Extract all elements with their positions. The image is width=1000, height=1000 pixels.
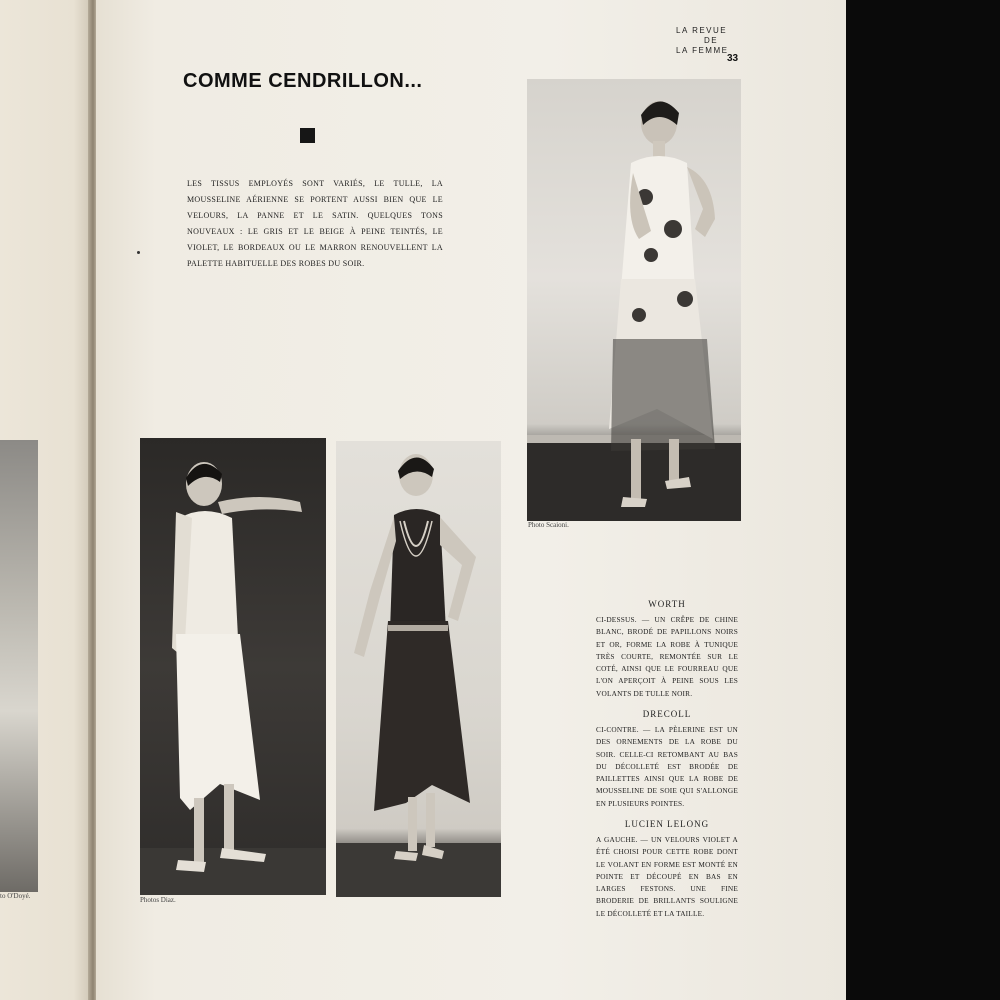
- ornament-square: [300, 128, 315, 143]
- photo-credit-diaz: Photos Diaz.: [140, 896, 176, 904]
- masthead-line-1: LA REVUE: [676, 26, 728, 35]
- ornament-dot: [137, 251, 140, 254]
- photo-drecoll-dress: [336, 441, 501, 897]
- background-edge: [846, 0, 1000, 1000]
- masthead-line-2: DE: [704, 36, 719, 45]
- photo-lelong-dress: [140, 438, 326, 895]
- photo-worth-dress: [527, 79, 741, 521]
- masthead: [676, 26, 746, 56]
- caption-lelong-text: A GAUCHE. — UN VELOURS VIOLET A ÉTÉ CHOISI POUR CETTE ROBE DONT LE VOLANT EN FORME EST MONTÉ EN POINTE ET DÉCOUPÉ EN BAS EN LARGES FESTONS. UNE FINE BRODERIE DE BRILLANTS SOULIGNE LE DÉCOLLETÉ ET LA TAILLE.: [596, 835, 738, 918]
- caption-worth-text: CI-DESSUS. — UN CRÊPE DE CHINE BLANC, BRODÉ DE PAPILLONS NOIRS ET OR, FORME LA ROBE À TUNIQUE TRÈS COURTE, REMONTÉE SUR LE COTÉ, AINSI QUE LE FOURREAU QUE L'ON APERÇOIT À PEINE SOUS LES VOLANTS DE TULLE NOIR.: [596, 615, 738, 698]
- article-title: COMME CENDRILLON...: [183, 70, 423, 92]
- left-page-photo-credit: to O'Doyé.: [0, 892, 31, 900]
- article-intro: LES TISSUS EMPLOYÉS SONT VARIÉS, LE TULLE, LA MOUSSELINE AÉRIENNE SE PORTENT AUSSI BIEN QUE LE VELOURS, LA PANNE ET LE SATIN. QUELQUES TONS NOUVEAUX : LE GRIS ET LE BEIGE À PEINE TEINTÉS, LE VIOLET, LE BORDEAUX OU LE MARRON RENOUVELLENT LA PALETTE HABITUELLE DES ROBES DU SOIR.: [187, 179, 443, 268]
- caption-drecoll-text: CI-CONTRE. — LA PÈLERINE EST UN DES ORNEMENTS DE LA ROBE DU SOIR. CELLE-CI RETOMBANT AU BAS DU DÉCOLLETÉ EST BRODÉE DE PAILLETTES AINSI QUE LA ROBE DE MOUSSELINE DE SOIE QUI S'ALLONGE EN PLUSIEURS POINTES.: [596, 725, 738, 808]
- photo-credit-scaioni: Photo Scaioni.: [528, 521, 569, 529]
- page-number: 33: [727, 53, 739, 64]
- caption-drecoll-heading: DRECOLL: [642, 709, 692, 719]
- masthead-line-3: LA FEMME: [676, 46, 729, 55]
- left-page-photo: [0, 440, 38, 892]
- caption-lelong-heading: LUCIEN LELONG: [624, 819, 710, 829]
- caption-worth-heading: WORTH: [648, 599, 686, 609]
- left-page: [0, 0, 92, 1000]
